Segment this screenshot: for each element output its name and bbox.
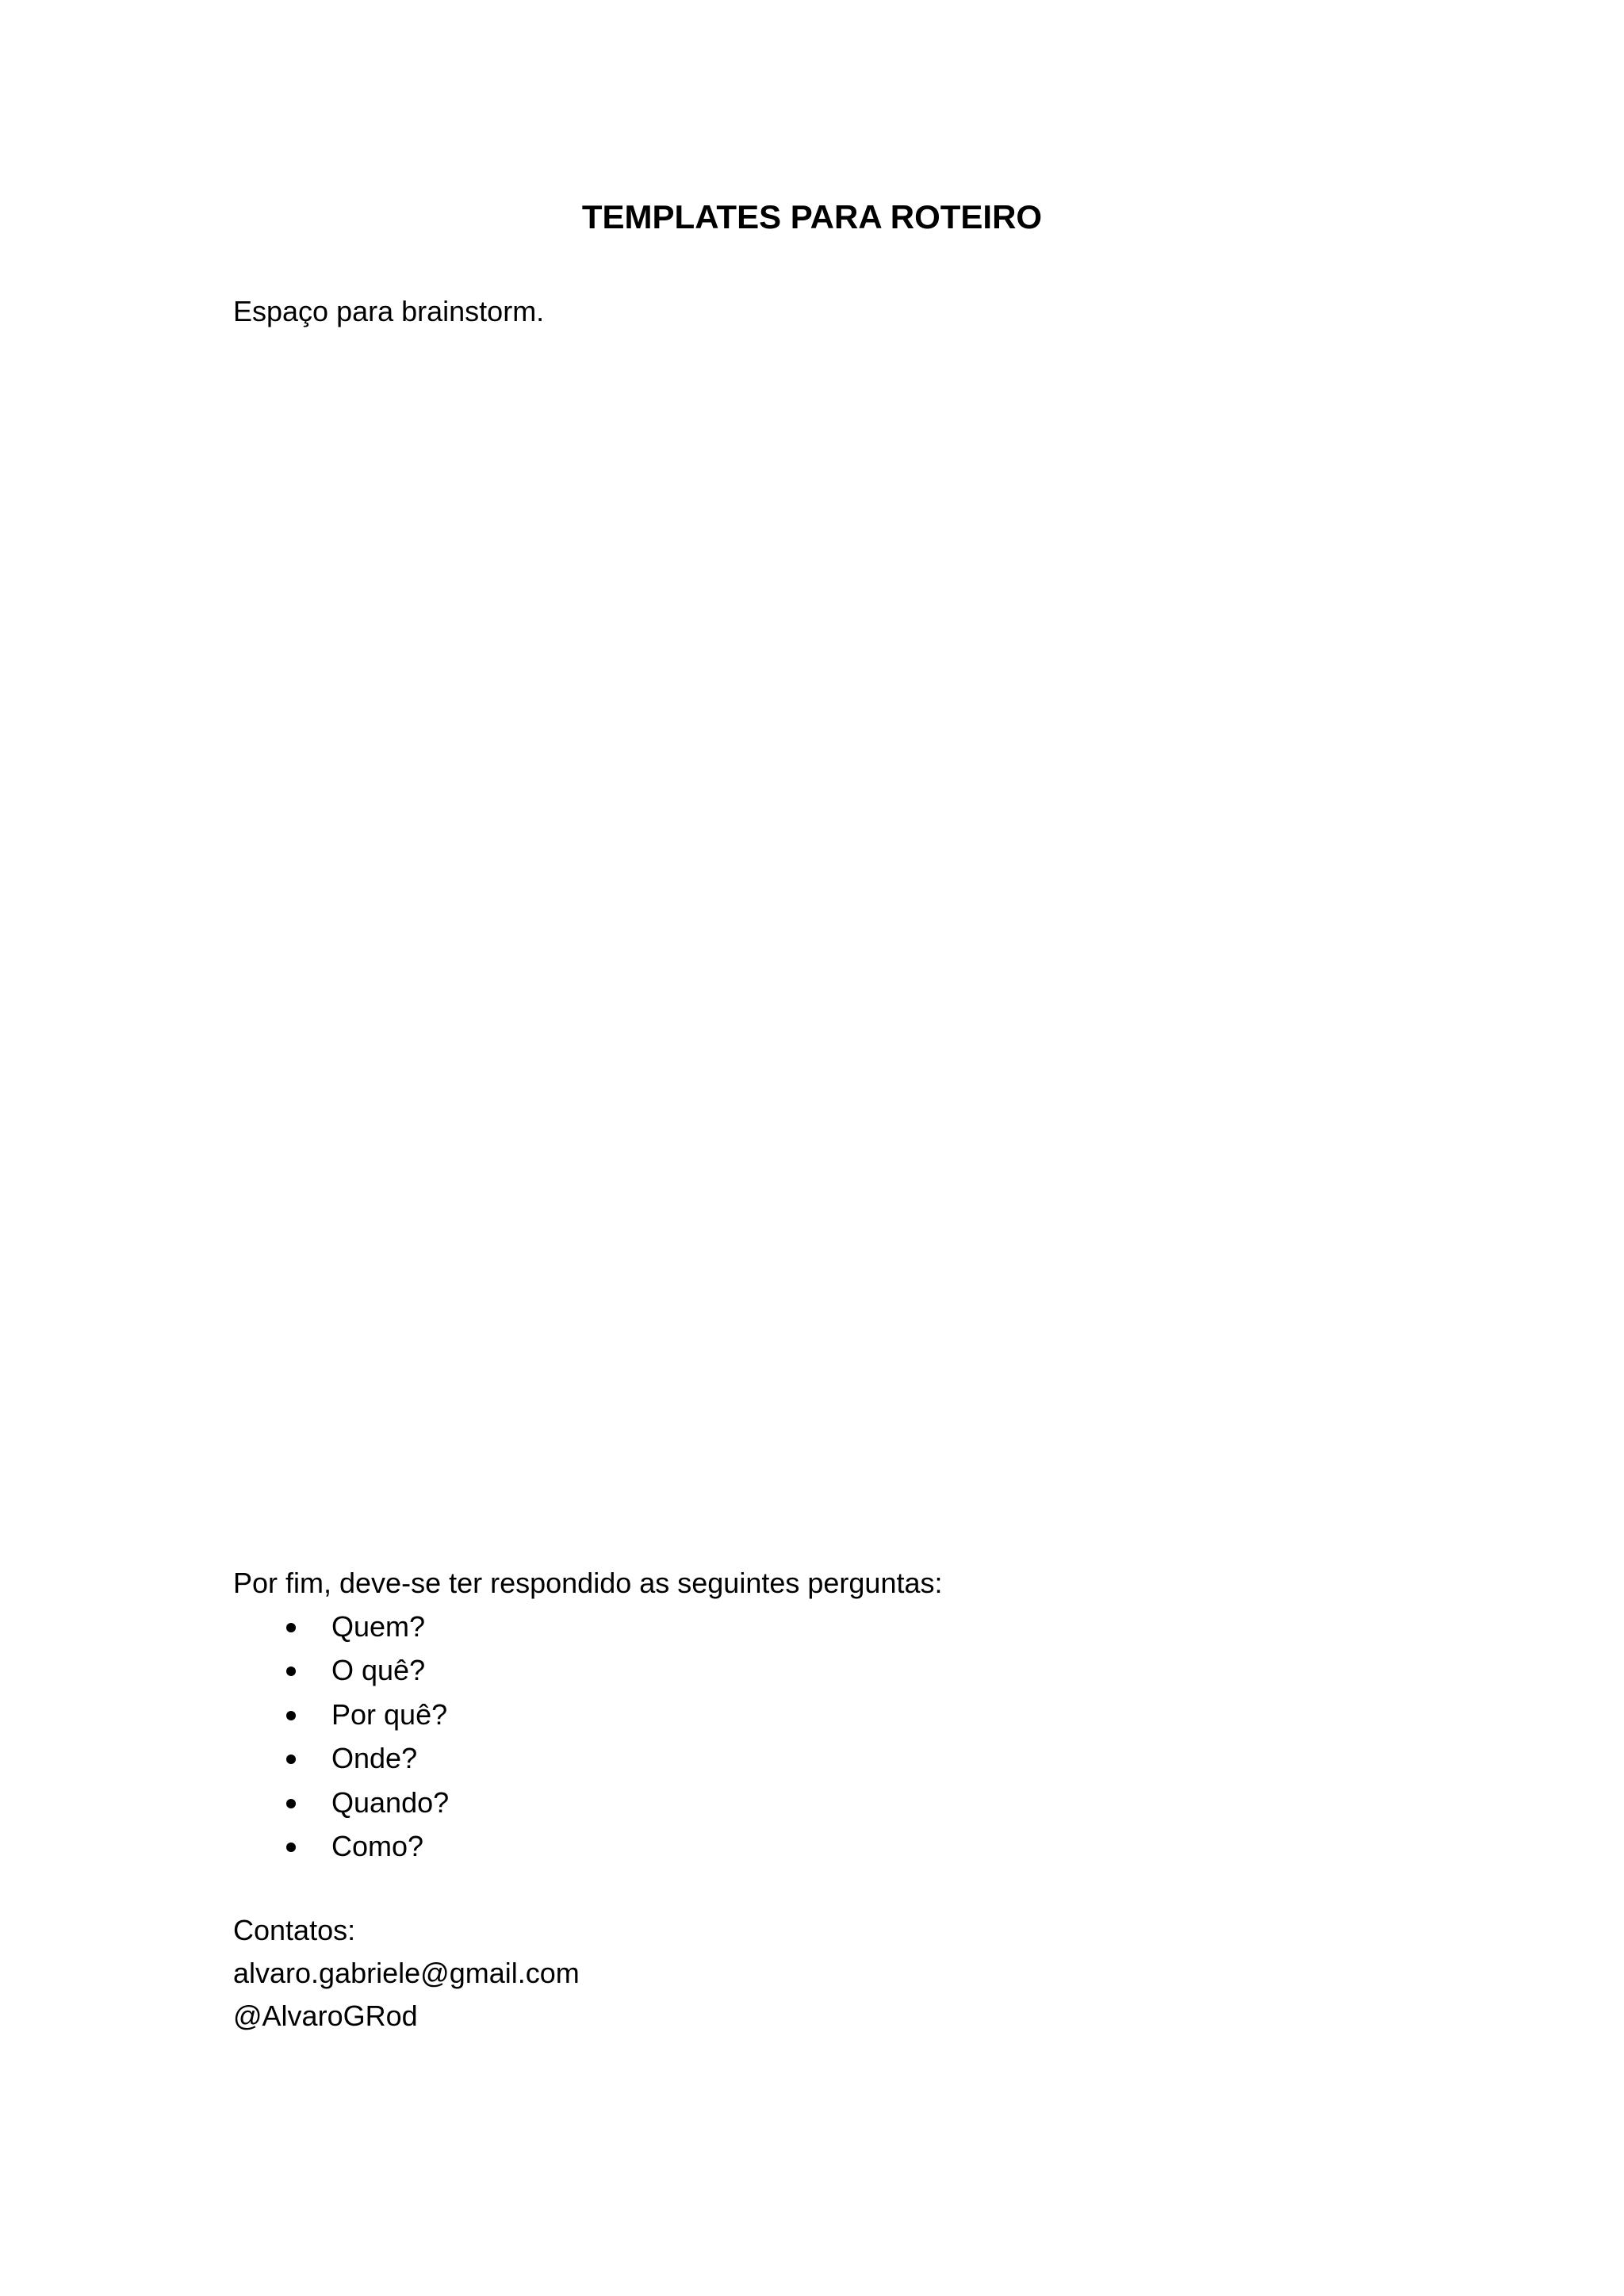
question-label: Quem? xyxy=(331,1610,426,1643)
question-label: Quando? xyxy=(331,1785,450,1819)
bullet-icon xyxy=(286,1799,296,1808)
bullet-icon xyxy=(286,1755,296,1764)
questions-intro: Por fim, deve-se ter respondido as seguintes perguntas: xyxy=(233,1567,943,1599)
contact-email: alvaro.gabriele@gmail.com xyxy=(233,1957,580,1989)
bullet-icon xyxy=(286,1667,296,1676)
question-label: Por quê? xyxy=(331,1697,448,1731)
bullet-icon xyxy=(286,1843,296,1852)
brainstorm-intro: Espaço para brainstorm. xyxy=(233,295,545,327)
question-label: O quê? xyxy=(331,1654,426,1687)
contact-handle: @AlvaroGRod xyxy=(233,1999,418,2032)
bullet-icon xyxy=(286,1623,296,1632)
question-label: Onde? xyxy=(331,1742,418,1775)
bullet-icon xyxy=(286,1711,296,1720)
document-title: TEMPLATES PARA ROTEIRO xyxy=(581,198,1043,235)
contacts-heading: Contatos: xyxy=(233,1914,356,1946)
contacts-block xyxy=(233,1909,580,2038)
question-label: Como? xyxy=(331,1829,424,1862)
